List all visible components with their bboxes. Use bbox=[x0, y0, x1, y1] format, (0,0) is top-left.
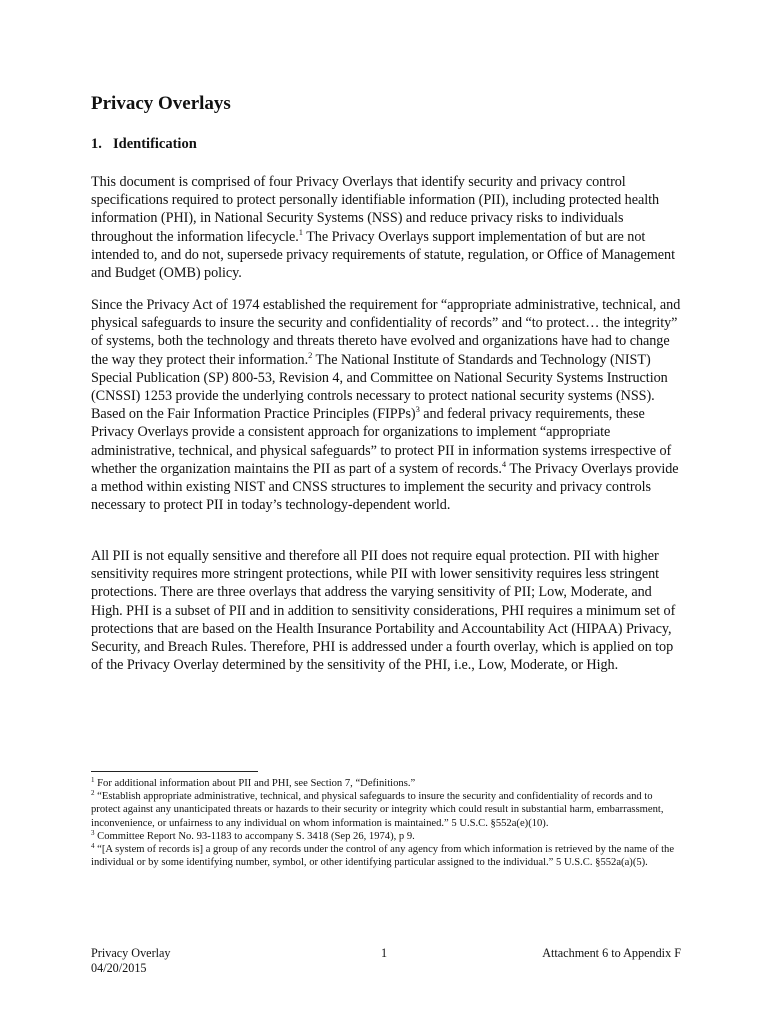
footnote bbox=[91, 843, 681, 869]
footnote-mark: 1 bbox=[91, 776, 95, 784]
paragraph-text: This document is comprised of four Privacy Overlays that identify security and privacy control specifications required to protect personally identifiable information (PII), including protected health information (PHI), in National Security Systems (NSS) and reduce privacy risks to individuals throughout the information lifecycle. bbox=[91, 174, 660, 245]
footnote-text: “[A system of records is] a group of any records under the control of any agency from which information is retrieved by the name of the individual or by some identifying number, symbol, or other identifying particular assigned to the individual.” 5 U.S.C. §552a(a)(5). bbox=[91, 844, 675, 869]
footnote bbox=[91, 777, 681, 790]
paragraph-text: The National Institute of Standards and Technology (NIST) Special Publication (SP) 800-53, Revision 4, and Committee on National Security Systems Instruction (CNSSI) 1253 provide the underlying controls necessary to protect national security systems (NSS). Based on the Fair Information Practice Principles (FIPPs) bbox=[91, 351, 668, 423]
footnote-mark: 3 bbox=[91, 828, 95, 837]
footnote-mark: 2 bbox=[91, 789, 95, 798]
paragraph-text: and federal privacy requirements, these Privacy Overlays provide a consistent approach for organizations to implement “appropriate administrative, technical, and physical safeguards” to protect PII in information systems irrespective of whether the organization maintains the PII as part of a system of records. bbox=[91, 406, 672, 477]
footer-attachment: Attachment 6 to Appendix F bbox=[542, 946, 681, 960]
paragraph-sensitivity: All PII is not equally sensitive and therefore all PII does not require equal protection. PII with higher sensitivity requires more stringent protections, while PII with lower sensitivity requires less stringent protections. There are three overlays that address the varying sensitivity of PII; Low, Moderate, and High. PHI is a subset of PII and in addition to sensitivity considerations, PHI requires a minimum set of protections that are based on the Health Insurance Portability and Accountability Act (HIPAA) Privacy, Security, and Breach Rules. Therefore, PHI is addressed under a fourth overlay, which is applied on top of the Privacy Overlay determined by the sensitivity of the PHI, i.e., Low, Moderate, or High. bbox=[91, 548, 676, 674]
paragraph-text: The Privacy Overlays provide a method within existing NIST and CNSS structures to implement the security and privacy controls necessary to protect PII in today’s technology-dependent world. bbox=[91, 460, 679, 514]
footer-left bbox=[91, 946, 171, 976]
page-number: 1 bbox=[381, 946, 388, 960]
paragraph-intro bbox=[91, 173, 681, 282]
footnote-ref[interactable]: 3 bbox=[415, 404, 420, 415]
footnote-ref[interactable]: 2 bbox=[308, 349, 313, 360]
footnotes bbox=[91, 777, 681, 869]
section-number: 1. bbox=[91, 136, 102, 152]
footnote-text: Committee Report No. 93-1183 to accompany S. 3418 (Sep 26, 1974), p 9. bbox=[94, 830, 415, 842]
footnote-ref[interactable]: 1 bbox=[298, 226, 303, 237]
footer-document-name: Privacy Overlay bbox=[91, 946, 171, 960]
footer-date: 04/20/2015 bbox=[91, 961, 147, 975]
page-title: Privacy Overlays bbox=[91, 93, 231, 114]
section-heading bbox=[91, 136, 197, 153]
section-title: Identification bbox=[113, 136, 197, 152]
footnote-mark: 4 bbox=[91, 842, 95, 851]
footnote bbox=[91, 830, 681, 843]
footnote-divider bbox=[91, 771, 258, 772]
paragraph-text: Since the Privacy Act of 1974 established the requirement for “appropriate administrative, technical, and physical safeguards to insure the security and confidentiality of records” and “to protect… the integrity” of systems, both the technology and threats thereto have evolved and organizations have had to change the way they protect their information. bbox=[91, 297, 681, 368]
footnote-text: “Establish appropriate administrative, technical, and physical safeguards to insure the security and confidentiality of records and to protect against any unanticipated threats or hazards to their security or integrity which could result in substantial harm, embarrassment, inconvenience, or unfairness to any individual on whom information is maintained.” 5 U.S.C. §552a(e)(10). bbox=[91, 791, 664, 829]
paragraph-privacy-act bbox=[91, 296, 681, 514]
footnote-text: For additional information about PII and PHI, see Section 7, “Definitions.” bbox=[94, 778, 416, 789]
footnote-ref[interactable]: 4 bbox=[501, 458, 507, 469]
paragraph-text: The Privacy Overlays support implementation of but are not intended to, and do not, supersede privacy requirements of statute, regulation, or Office of Management and Budget (OMB) policy. bbox=[91, 228, 675, 282]
footnote bbox=[91, 790, 681, 830]
